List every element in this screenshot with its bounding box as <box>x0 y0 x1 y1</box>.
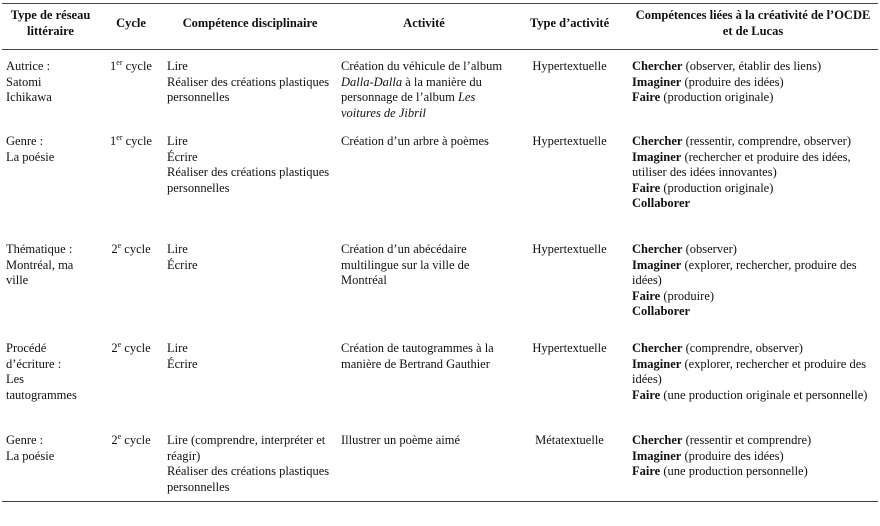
creativity-line <box>632 90 874 106</box>
creativity-skill: Faire <box>632 387 661 402</box>
creativity-detail: (observer, établir des liens) <box>682 59 822 73</box>
creativity-line <box>632 258 874 289</box>
competence-line: Réaliser des créations plastiques personnelles <box>167 165 330 195</box>
cycle-ordinal: e <box>117 241 122 250</box>
activity-type-cell: Hypertextuelle <box>532 242 607 256</box>
creativity-detail: (rechercher et produire des idées, utiliser des idées innovantes) <box>632 149 851 179</box>
creativity-detail: (production originale) <box>660 90 774 104</box>
header-competence: Compétence disciplinaire <box>182 15 318 30</box>
competence-line: Lire <box>167 59 188 73</box>
activity-cell <box>337 427 511 502</box>
creativity-line <box>632 464 874 480</box>
cycle-word: cycle <box>122 134 152 148</box>
creativity-detail: (une production personnelle) <box>660 464 808 478</box>
header-activity-type: Type d’activité <box>529 15 610 30</box>
network-table <box>2 3 878 502</box>
competence-line: Lire <box>167 341 188 355</box>
cycle-cell <box>99 236 163 335</box>
creativity-cell <box>628 335 878 427</box>
activity-cell <box>337 236 511 335</box>
cycle-ordinal: er <box>116 58 123 67</box>
creativity-skill: Chercher <box>632 242 683 256</box>
creativity-skill: Imaginer <box>632 257 682 272</box>
creativity-line <box>632 59 874 75</box>
creativity-line <box>632 304 874 320</box>
creativity-skill: Chercher <box>632 341 683 355</box>
cycle-cell <box>99 427 163 502</box>
activity-cell <box>337 335 511 427</box>
creativity-line <box>632 181 874 197</box>
header-activity: Activité <box>403 15 445 30</box>
cycle-ordinal: e <box>117 340 122 349</box>
creativity-line <box>632 150 874 181</box>
cycle-number: 2 <box>111 242 118 256</box>
creativity-detail: (une production originale et personnelle) <box>660 387 868 402</box>
activity-text: Illustrer un poème aimé <box>341 433 461 447</box>
creativity-detail: (ressentir et comprendre) <box>682 433 812 447</box>
network-line: Montréal, ma ville <box>6 257 74 287</box>
creativity-detail: (explorer, rechercher et produire des idées) <box>632 356 867 386</box>
header-cycle: Cycle <box>116 15 146 30</box>
table-row <box>2 50 878 129</box>
network-cell <box>2 128 99 236</box>
network-cell <box>2 335 99 427</box>
cycle-number: 2 <box>111 341 118 355</box>
creativity-line <box>632 289 874 305</box>
creativity-cell <box>628 236 878 335</box>
cycle-word: cycle <box>121 433 151 447</box>
competence-line: Lire <box>167 134 188 148</box>
cycle-number: 2 <box>111 433 118 447</box>
activity-type-cell: Hypertextuelle <box>532 59 607 73</box>
creativity-cell <box>628 128 878 236</box>
creativity-detail: (produire) <box>660 288 715 303</box>
activity-type-cell: Hypertextuelle <box>532 341 607 355</box>
cycle-ordinal: er <box>116 133 123 142</box>
creativity-detail: (produire des idées) <box>681 74 784 89</box>
cycle-cell <box>99 335 163 427</box>
activity-text: Création du véhicule de l’album <box>341 59 503 73</box>
activity-cell <box>337 128 511 236</box>
table-row <box>2 128 878 236</box>
network-line: Autrice : <box>6 59 51 73</box>
creativity-skill: Chercher <box>632 59 683 73</box>
cycle-number: 1 <box>110 134 117 148</box>
network-line: Ichikawa <box>6 90 52 104</box>
network-line: La poésie <box>6 149 55 164</box>
competence-line: Écrire <box>167 257 198 272</box>
creativity-line <box>632 75 874 91</box>
competence-cell <box>163 335 337 427</box>
network-cell <box>2 50 99 129</box>
competence-line: Réaliser des créations plastiques personnelles <box>167 74 330 104</box>
creativity-detail: (explorer, rechercher, produire des idées) <box>632 257 857 287</box>
competence-cell <box>163 50 337 129</box>
competence-cell <box>163 427 337 502</box>
creativity-skill: Collaborer <box>632 304 691 318</box>
competence-line: Réaliser des créations plastiques personnelles <box>167 464 330 494</box>
creativity-skill: Collaborer <box>632 196 691 210</box>
cycle-cell <box>99 128 163 236</box>
competence-line: Écrire <box>167 356 198 371</box>
cycle-number: 1 <box>110 59 117 73</box>
network-line: Procédé d’écriture : <box>6 341 62 371</box>
header-creativity: Compétences liées à la créativité de l’OCDE et de Lucas <box>635 8 871 38</box>
activity-text: Création de tautogrammes à la manière de Bertrand Gauthier <box>341 341 494 371</box>
activity-text: Création d’un arbre à poèmes <box>341 134 489 148</box>
network-line: Genre : <box>6 433 44 447</box>
activity-title: Dalla-Dalla <box>341 74 403 89</box>
network-cell <box>2 236 99 335</box>
network-cell <box>2 427 99 502</box>
table-row <box>2 335 878 427</box>
activity-text: à la manière du personnage de l’album <box>341 74 482 104</box>
network-line: Les tautogrammes <box>6 372 77 402</box>
activity-text: Création d’un abécédaire multilingue sur la ville de Montréal <box>341 242 470 287</box>
cycle-word: cycle <box>121 242 151 256</box>
header-network: Type de réseau littéraire <box>10 8 91 38</box>
cycle-word: cycle <box>122 59 152 73</box>
creativity-detail: (observer) <box>682 242 737 256</box>
creativity-cell <box>628 427 878 502</box>
creativity-skill: Faire <box>632 464 661 478</box>
competence-line: Lire <box>167 242 188 256</box>
creativity-line <box>632 196 874 212</box>
creativity-skill: Faire <box>632 180 661 195</box>
creativity-cell <box>628 50 878 129</box>
table-header-row <box>2 4 878 50</box>
creativity-line <box>632 449 874 465</box>
network-line: La poésie <box>6 448 55 463</box>
creativity-line <box>632 134 874 150</box>
creativity-skill: Imaginer <box>632 74 682 89</box>
activity-title: Les voitures de Jibril <box>341 90 476 120</box>
creativity-skill: Faire <box>632 288 661 303</box>
creativity-line <box>632 388 874 404</box>
creativity-skill: Imaginer <box>632 356 682 371</box>
creativity-line <box>632 242 874 258</box>
table-row <box>2 427 878 502</box>
network-line: Thématique : <box>6 242 73 256</box>
cycle-word: cycle <box>121 341 151 355</box>
network-line: Satomi <box>6 74 42 89</box>
activity-cell <box>337 50 511 129</box>
creativity-skill: Chercher <box>632 134 683 148</box>
creativity-skill: Chercher <box>632 433 683 447</box>
network-line: Genre : <box>6 134 44 148</box>
creativity-detail: (ressentir, comprendre, observer) <box>682 134 851 148</box>
creativity-skill: Imaginer <box>632 149 682 164</box>
activity-type-cell: Métatextuelle <box>535 433 604 447</box>
competence-cell <box>163 236 337 335</box>
activity-type-cell: Hypertextuelle <box>532 134 607 148</box>
table-row <box>2 236 878 335</box>
creativity-line <box>632 341 874 357</box>
creativity-skill: Faire <box>632 90 661 104</box>
creativity-detail: (production originale) <box>660 180 774 195</box>
creativity-detail: (comprendre, observer) <box>682 341 803 355</box>
competence-line: Écrire <box>167 149 198 164</box>
competence-line: Lire (comprendre, interpréter et réagir) <box>167 433 326 463</box>
creativity-line <box>632 433 874 449</box>
creativity-detail: (produire des idées) <box>681 448 784 463</box>
competence-cell <box>163 128 337 236</box>
cycle-ordinal: e <box>117 432 122 441</box>
creativity-skill: Imaginer <box>632 448 682 463</box>
creativity-line <box>632 357 874 388</box>
cycle-cell <box>99 50 163 129</box>
